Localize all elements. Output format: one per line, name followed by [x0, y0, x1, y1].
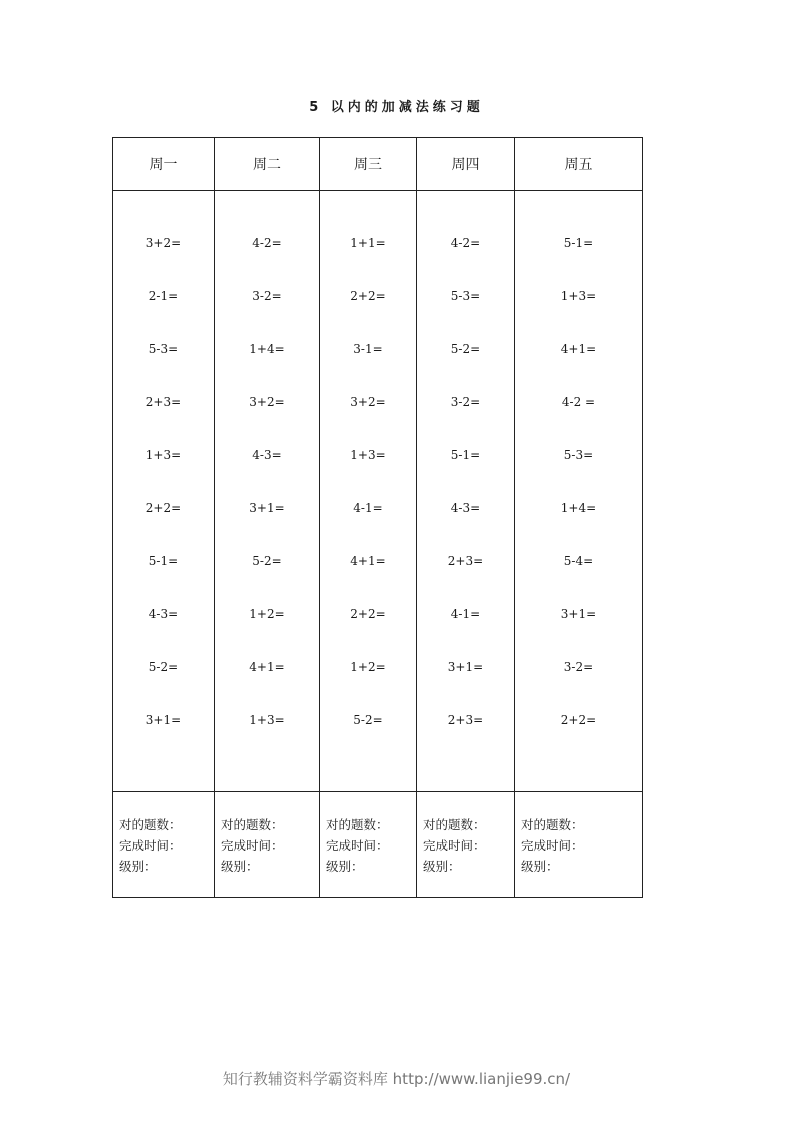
problems-row: [113, 191, 643, 792]
problem-item: 3+2=: [145, 236, 182, 250]
level-label: 级别：: [221, 859, 259, 874]
problems-cell: [515, 191, 643, 792]
problem-item: 4-2=: [450, 236, 481, 250]
page-title: 5 以内的加减法练习题: [309, 100, 484, 115]
problem-item: 5-2=: [450, 342, 481, 356]
watermark-link[interactable]: 知行教辅资料学霸资料库 http://www.lianjie99.cn/: [222, 1070, 571, 1088]
problem-item: 1+3=: [350, 448, 386, 462]
problem-item: 4+1=: [350, 554, 386, 568]
problem-item: 1+4=: [249, 342, 285, 356]
problem-item: 3-2=: [450, 395, 481, 409]
score-cell: [113, 792, 215, 898]
problem-item: 5-1=: [563, 236, 594, 250]
problem-item: 2-1=: [148, 289, 179, 303]
correct-count-label: 对的题数：: [521, 817, 584, 832]
problem-item: 1+3=: [249, 713, 285, 727]
problem-item: 1+1=: [350, 236, 386, 250]
score-cell: [215, 792, 320, 898]
problem-list: [113, 191, 214, 755]
completion-time-label: 完成时间：: [119, 838, 182, 853]
correct-count-label: 对的题数：: [221, 817, 284, 832]
score-cell: [515, 792, 643, 898]
problem-item: 5-1=: [450, 448, 481, 462]
problem-list: [515, 191, 642, 755]
problem-item: 4-3=: [148, 607, 179, 621]
problem-item: 5-2=: [353, 713, 383, 727]
problem-item: 4-3=: [450, 501, 481, 515]
problem-item: 3+2=: [249, 395, 285, 409]
score-cell: [417, 792, 515, 898]
problem-item: 2+2=: [560, 713, 597, 727]
problem-item: 4+1=: [560, 342, 597, 356]
problem-item: 5-2=: [148, 660, 179, 674]
level-label: 级别：: [119, 859, 157, 874]
problem-item: 2+2=: [350, 289, 386, 303]
completion-time-label: 完成时间：: [221, 838, 284, 853]
practice-table: [112, 137, 643, 898]
problem-list: [320, 191, 416, 755]
problems-cell: [113, 191, 215, 792]
problem-item: 4-2 =: [561, 395, 596, 409]
problem-item: 3-1=: [353, 342, 383, 356]
problem-item: 5-3=: [148, 342, 179, 356]
problem-item: 5-1=: [148, 554, 179, 568]
problem-item: 2+3=: [447, 713, 484, 727]
problem-item: 5-3=: [563, 448, 594, 462]
table-header-row: [113, 138, 643, 191]
problem-item: 1+3=: [560, 289, 597, 303]
problem-item: 5-2=: [252, 554, 282, 568]
problem-item: 4+1=: [249, 660, 285, 674]
problem-item: 2+2=: [350, 607, 386, 621]
correct-count-label: 对的题数：: [326, 817, 389, 832]
score-cell: [320, 792, 417, 898]
problem-item: 3+1=: [447, 660, 484, 674]
day-header-thu: 周四: [417, 138, 515, 191]
problem-item: 4-3=: [252, 448, 282, 462]
completion-time-label: 完成时间：: [521, 838, 584, 853]
problem-item: 1+2=: [249, 607, 285, 621]
problem-list: [417, 191, 514, 755]
day-header-mon: 周一: [113, 138, 215, 191]
problem-item: 3-2=: [252, 289, 282, 303]
problem-item: 1+2=: [350, 660, 386, 674]
problem-item: 3+1=: [560, 607, 597, 621]
problem-item: 2+3=: [447, 554, 484, 568]
problem-list: [215, 191, 319, 755]
problem-item: 5-3=: [450, 289, 481, 303]
problems-cell: [215, 191, 320, 792]
day-header-wed: 周三: [320, 138, 417, 191]
problem-item: 2+2=: [145, 501, 182, 515]
level-label: 级别：: [326, 859, 364, 874]
problem-item: 4-2=: [252, 236, 282, 250]
problems-cell: [320, 191, 417, 792]
level-label: 级别：: [423, 859, 461, 874]
day-header-fri: 周五: [515, 138, 643, 191]
level-label: 级别：: [521, 859, 559, 874]
problem-item: 3+1=: [145, 713, 182, 727]
footer-row: [113, 792, 643, 898]
problem-item: 3+1=: [249, 501, 285, 515]
day-header-tue: 周二: [215, 138, 320, 191]
problem-item: 2+3=: [145, 395, 182, 409]
completion-time-label: 完成时间：: [326, 838, 389, 853]
problem-item: 4-1=: [450, 607, 481, 621]
problem-item: 3-2=: [563, 660, 594, 674]
correct-count-label: 对的题数：: [119, 817, 182, 832]
problem-item: 1+3=: [145, 448, 182, 462]
problem-item: 4-1=: [353, 501, 383, 515]
problem-item: 1+4=: [560, 501, 597, 515]
problem-item: 5-4=: [563, 554, 594, 568]
correct-count-label: 对的题数：: [423, 817, 486, 832]
completion-time-label: 完成时间：: [423, 838, 486, 853]
problems-cell: [417, 191, 515, 792]
problem-item: 3+2=: [350, 395, 386, 409]
